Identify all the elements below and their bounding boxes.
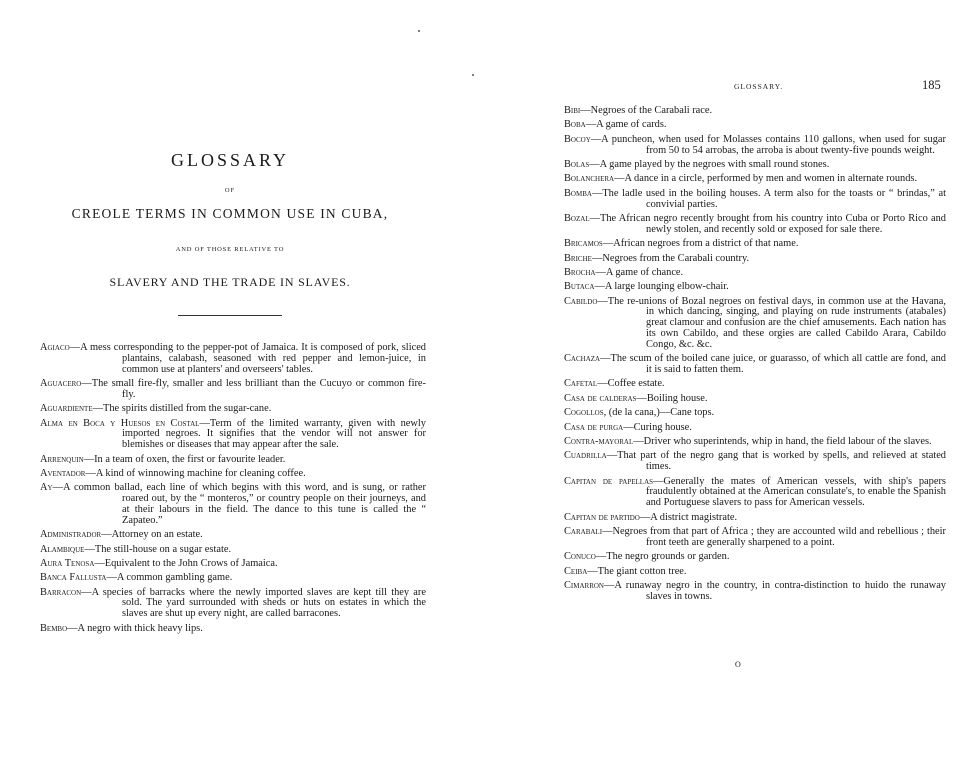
- entry-term: Boba: [564, 119, 586, 131]
- title-rule-divider: [178, 315, 282, 316]
- entry-term: Ceiba: [564, 565, 588, 577]
- glossary-list-right: [564, 106, 946, 606]
- entry-definition: —The African negro recently brought from his country into Cuba or Porto Rico and newly stolen, and recently sold or exposed for sale there.: [589, 212, 946, 235]
- entry-definition: —The giant cotton tree.: [587, 565, 687, 577]
- glossary-entry: [564, 451, 946, 473]
- entry-term: Aguardiente: [40, 403, 93, 415]
- entry-definition: —A kind of winnowing machine for cleaning coffee.: [85, 467, 306, 479]
- entry-definition: —Attorney on an estate.: [101, 529, 203, 541]
- glossary-entry: [564, 354, 946, 376]
- entry-definition: —The re-unions of Bozal negroes on festival days, in common use at the Havana, in which dancing, singing, and playing on rude instruments (atabales) great clamour and confusion are the chief amusements. Each nation has its own Cabildo, and these orgies are called Cabildo Arara, Cabildo Congo, &c. &c.: [597, 295, 946, 350]
- entry-definition: —Generally the mates of American vessels, with ship's papers fraudulently obtained at the American consulate's, to enable the Spanish and Portuguese slavers to pass for American vessels.: [646, 475, 946, 509]
- entry-term: Bozal: [564, 212, 590, 224]
- entry-definition: —Coffee estate.: [597, 378, 665, 390]
- glossary-entry: [564, 423, 946, 434]
- entry-definition: , (de la cana,)—Cane tops.: [603, 407, 715, 419]
- entry-definition: —Negroes from the Carabali country.: [591, 252, 750, 264]
- entry-term: Bolanchera: [564, 173, 615, 185]
- entry-definition: —Driver who superintends, whip in hand, the field labour of the slaves.: [633, 436, 932, 448]
- glossary-entry: [40, 559, 426, 570]
- right-page: [490, 0, 980, 775]
- entry-term: Butaca: [564, 281, 595, 293]
- glossary-entry: [40, 469, 426, 480]
- entry-term: Aventador: [40, 467, 86, 479]
- glossary-entry: [564, 160, 946, 171]
- glossary-entry: [40, 483, 426, 526]
- entry-definition: —A runaway negro in the country, in contra-distinction to huido the runaway slaves in towns.: [604, 579, 946, 602]
- entry-definition: —A game of chance.: [595, 266, 684, 278]
- entry-term: Cabildo: [564, 295, 598, 307]
- entry-term: Capitan de papellas: [564, 475, 654, 487]
- entry-definition: —A negro with thick heavy lips.: [67, 622, 203, 634]
- print-speck: [472, 74, 474, 76]
- signature-mark: O: [735, 660, 741, 669]
- entry-term: Cogollos: [564, 407, 604, 419]
- entry-definition: —A puncheon, when used for Molasses contains 110 gallons, when used for sugar from 50 to 54 arrobas, the arroba is about twenty-five pounds weight.: [590, 133, 946, 156]
- entry-term: Banca Fallusta: [40, 572, 107, 584]
- entry-term: Administrador: [40, 529, 102, 541]
- entry-definition: —In a team of oxen, the first or favourite leader.: [83, 453, 286, 465]
- entry-term: Brocha: [564, 266, 596, 278]
- glossary-entry: [40, 530, 426, 541]
- glossary-entry: [40, 379, 426, 401]
- running-head: GLOSSARY.: [734, 82, 784, 91]
- glossary-entry: [564, 106, 946, 117]
- entry-definition: —The ladle used in the boiling houses. A term also for the toasts or “ brindas,” at convivial parties.: [591, 187, 946, 210]
- entry-term: Conuco: [564, 551, 596, 563]
- glossary-list-left: [40, 343, 426, 638]
- entry-definition: —A large lounging elbow-chair.: [594, 281, 729, 293]
- entry-term: Agiaco: [40, 342, 70, 353]
- entry-term: Bocoy: [564, 133, 591, 145]
- entry-term: Bembo: [40, 622, 68, 634]
- glossary-entry: [40, 624, 426, 635]
- glossary-entry: [564, 174, 946, 185]
- glossary-entry: [564, 394, 946, 405]
- entry-term: Bomba: [564, 187, 592, 199]
- glossary-entry: [40, 404, 426, 415]
- glossary-entry: [40, 588, 426, 620]
- entry-definition: —A district magistrate.: [639, 511, 738, 523]
- entry-term: Cuadrilla: [564, 450, 607, 462]
- glossary-entry: [564, 254, 946, 265]
- entry-term: Ay: [40, 482, 53, 494]
- entry-definition: —Curing house.: [623, 421, 692, 433]
- glossary-entry: [40, 545, 426, 556]
- subtitle-slavery: SLAVERY AND THE TRADE IN SLAVES.: [109, 275, 351, 289]
- entry-definition: —African negroes from a district of that name.: [602, 238, 799, 250]
- glossary-entry: [564, 477, 946, 509]
- entry-definition: —Negroes from that part of Africa ; they are accounted wild and rebellious ; their front teeth are generally sharpened to a point.: [602, 525, 946, 548]
- page-title: GLOSSARY: [170, 150, 290, 170]
- glossary-entry: [40, 455, 426, 466]
- entry-definition: —The scum of the boiled cane juice, or guarasso, of which all cattle are fond, and it is said to fatten them.: [600, 353, 946, 376]
- entry-definition: —Term of the limited warranty, given with newly imported negroes. It signifies that the vendor will not answer for blemishes or diseases that may appear after the sale.: [122, 417, 426, 451]
- entry-term: Casa de calderas: [564, 392, 637, 404]
- glossary-entry: [564, 527, 946, 549]
- entry-definition: —A mess corresponding to the pepper-pot of Jamaica. It is composed of pork, sliced plantains, calabash, seasoned with red pepper and lemon-juice, in common use at planters' and overseers' tables.: [69, 342, 426, 375]
- entry-term: Bolas: [564, 158, 590, 170]
- entry-definition: —The spirits distilled from the sugar-cane.: [92, 403, 272, 415]
- entry-definition: —A species of barracks where the newly imported slaves are kept till they are sold. The yard surrounded with sheds or huts on estates in which the slaves are shut up every night, are called barracones.: [81, 586, 426, 620]
- glossary-entry: [564, 135, 946, 157]
- glossary-entry: [564, 239, 946, 250]
- entry-definition: —Equivalent to the John Crows of Jamaica.: [94, 557, 278, 569]
- glossary-entry: [40, 343, 426, 375]
- glossary-entry: [564, 581, 946, 603]
- entry-definition: —A common gambling game.: [106, 572, 233, 584]
- glossary-entry: [564, 268, 946, 279]
- glossary-entry: [564, 567, 946, 578]
- entry-term: Aura Tenosa: [40, 557, 95, 569]
- glossary-entry: [564, 282, 946, 293]
- glossary-entry: [40, 573, 426, 584]
- entry-term: Briche: [564, 252, 592, 264]
- print-speck: [418, 30, 420, 32]
- glossary-entry: [564, 189, 946, 211]
- entry-term: Arrenquin: [40, 453, 84, 465]
- title-of: OF: [224, 187, 236, 194]
- subtitle-relative: AND OF THOSE RELATIVE TO: [175, 246, 285, 253]
- glossary-entry: [564, 408, 946, 419]
- entry-definition: —A common ballad, each line of which begins with this word, and is sung, or rather roared out, by the “ monteros,” or country people on their journeys, and at their labours in the field. The dance to this tune is called the “ Zapateo.”: [52, 482, 426, 526]
- entry-definition: —A game played by the negroes with small round stones.: [589, 158, 830, 170]
- entry-term: Alma en Boca y Huesos en Costal: [40, 417, 200, 429]
- entry-term: Capitan de partido: [564, 511, 640, 523]
- glossary-entry: [564, 379, 946, 390]
- entry-term: Carabali: [564, 525, 603, 537]
- entry-term: Cachaza: [564, 353, 601, 365]
- glossary-entry: [40, 419, 426, 451]
- glossary-entry: [564, 513, 946, 524]
- entry-term: Aguacero: [40, 377, 82, 389]
- entry-definition: —A dance in a circle, performed by men and women in alternate rounds.: [614, 173, 918, 185]
- entry-term: Bricamos: [564, 238, 603, 250]
- entry-definition: —Boiling house.: [636, 392, 708, 404]
- glossary-entry: [564, 552, 946, 563]
- glossary-entry: [564, 120, 946, 131]
- entry-term: Cafetal: [564, 378, 598, 390]
- entry-definition: —Negroes of the Carabali race.: [580, 105, 713, 116]
- entry-term: Bibi: [564, 105, 581, 116]
- page-number: 185: [922, 78, 941, 92]
- entry-definition: —That part of the negro gang that is worked by spells, and relieved at stated times.: [606, 450, 946, 473]
- entry-term: Barracon: [40, 586, 82, 598]
- entry-term: Casa de purga: [564, 421, 624, 433]
- entry-definition: —The negro grounds or garden.: [595, 551, 730, 563]
- glossary-entry: [564, 437, 946, 448]
- subtitle-creole-terms: CREOLE TERMS IN COMMON USE IN CUBA,: [71, 206, 389, 221]
- glossary-entry: [564, 214, 946, 236]
- entry-definition: —The still-house on a sugar estate.: [84, 543, 232, 555]
- entry-definition: —The small fire-fly, smaller and less brilliant than the Cucuyo or common fire-fly.: [81, 377, 426, 400]
- entry-term: Alambique: [40, 543, 85, 555]
- entry-term: Contra-mayoral: [564, 436, 634, 448]
- entry-term: Cimarron: [564, 579, 604, 591]
- entry-definition: —A game of cards.: [585, 119, 667, 131]
- left-page: [0, 0, 480, 775]
- glossary-entry: [564, 297, 946, 351]
